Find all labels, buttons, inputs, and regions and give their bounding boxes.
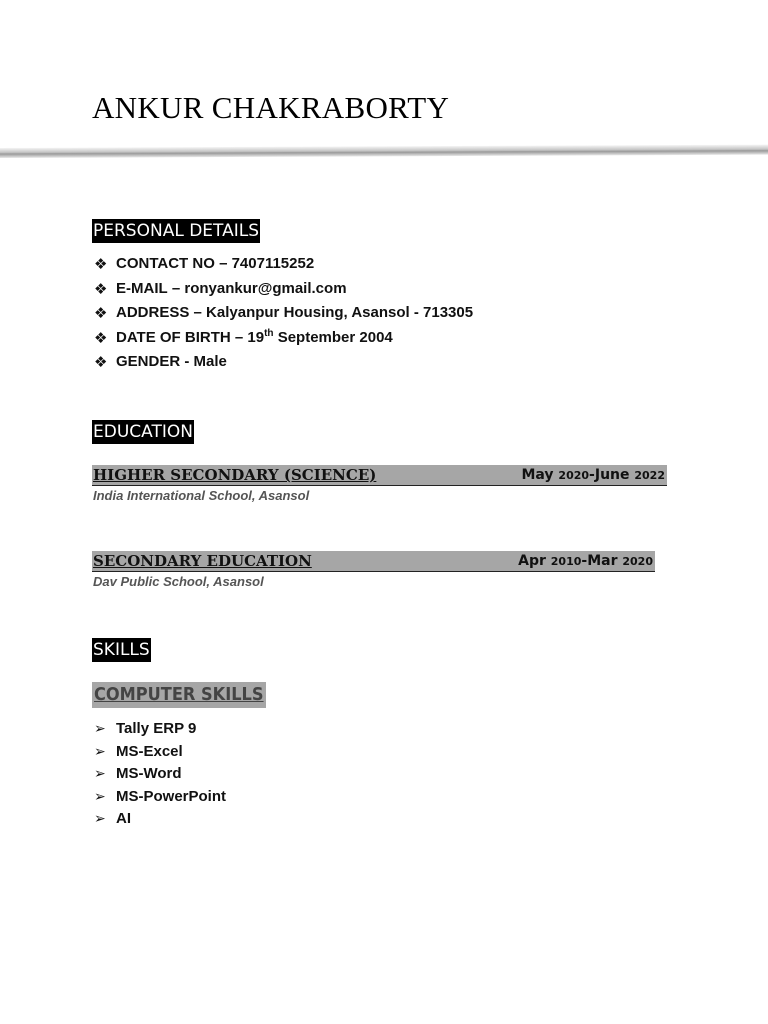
skill-label: AI	[116, 810, 131, 827]
arrowhead-bullet-icon: ➢	[94, 721, 106, 737]
skills-list	[94, 718, 226, 831]
end-year: 2020	[622, 555, 653, 568]
list-item	[94, 301, 473, 326]
four-diamond-bullet-icon: ❖	[94, 353, 108, 371]
detail-value: Kalyanpur Housing, Asansol - 713305	[206, 304, 474, 321]
personal-details-heading: PERSONAL DETAILS	[93, 221, 259, 241]
detail-value: 7407115252	[231, 255, 315, 272]
four-diamond-bullet-icon: ❖	[94, 279, 108, 298]
school-name: India International School, Asansol	[93, 488, 310, 503]
four-diamond-bullet-icon: ❖	[94, 255, 108, 273]
arrowhead-bullet-icon: ➢	[94, 743, 106, 760]
dob-day: 19	[247, 328, 265, 346]
skills-heading: SKILLS	[93, 640, 150, 660]
header-divider	[0, 145, 768, 158]
degree-title: SECONDARY EDUCATION	[93, 552, 312, 570]
detail-separator: -	[184, 353, 190, 370]
detail-separator: –	[171, 279, 181, 297]
dob-month-year: September 2004	[273, 328, 393, 346]
end-year: 2022	[634, 469, 665, 482]
detail-label: GENDER	[116, 353, 181, 370]
date-range	[521, 467, 667, 483]
skill-label: Tally ERP 9	[116, 720, 197, 737]
detail-label: CONTACT NO	[116, 255, 215, 272]
date-range	[518, 553, 655, 569]
detail-separator: –	[193, 304, 202, 321]
detail-label: ADDRESS	[116, 304, 190, 321]
date-dash: -	[589, 467, 595, 483]
detail-value: Male	[193, 353, 227, 370]
education-heading: EDUCATION	[93, 422, 193, 442]
start-year: 2010	[550, 555, 582, 568]
four-diamond-bullet-icon: ❖	[94, 328, 108, 347]
detail-separator: –	[234, 328, 244, 346]
candidate-name: ANKUR CHAKRABORTY	[92, 90, 450, 125]
list-item	[94, 718, 226, 741]
dob-ordinal: th	[264, 327, 274, 339]
arrowhead-bullet-icon: ➢	[94, 811, 106, 827]
list-item	[94, 350, 473, 375]
detail-separator: –	[219, 255, 228, 272]
list-item	[94, 326, 473, 351]
list-item	[94, 741, 226, 764]
school-name: Dav Public School, Asansol	[93, 574, 264, 589]
degree-title: HIGHER SECONDARY (SCIENCE)	[93, 466, 377, 484]
list-item	[94, 786, 226, 809]
education-entry-bar	[92, 465, 667, 486]
list-item	[94, 763, 226, 786]
skill-label: MS-PowerPoint	[116, 787, 227, 805]
list-item	[94, 808, 226, 831]
start-month: May	[521, 467, 554, 483]
date-dash: -	[581, 553, 588, 569]
personal-details-list	[94, 252, 473, 375]
detail-label: DATE OF BIRTH	[116, 328, 231, 346]
skill-label: MS-Word	[116, 765, 182, 782]
start-month: Apr	[518, 553, 546, 569]
detail-label: E-MAIL	[116, 279, 168, 297]
arrowhead-bullet-icon: ➢	[94, 766, 106, 782]
computer-skills-subheading: COMPUTER SKILLS	[92, 682, 266, 708]
detail-value	[247, 326, 392, 351]
skill-label: MS-Excel	[116, 742, 183, 760]
end-month: Mar	[587, 553, 618, 569]
education-entry-bar	[92, 551, 655, 572]
end-month: June	[594, 467, 630, 483]
list-item	[94, 252, 473, 277]
four-diamond-bullet-icon: ❖	[94, 304, 108, 322]
detail-value: ronyankur@gmail.com	[184, 279, 347, 297]
arrowhead-bullet-icon: ➢	[94, 788, 106, 805]
start-year: 2020	[558, 469, 590, 482]
list-item	[94, 277, 473, 302]
